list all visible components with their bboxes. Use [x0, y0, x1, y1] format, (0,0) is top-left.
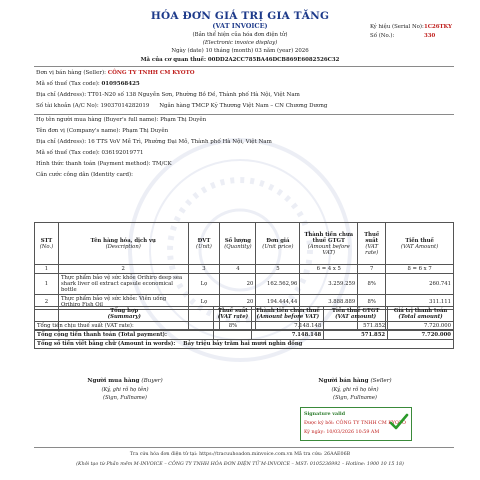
serial-label: Ký hiệu (Serial No): [370, 24, 424, 30]
buyer-name-label: Họ tên người mua hàng (Buyer's full name): [36, 117, 159, 123]
index-cell: 1 [35, 265, 59, 274]
seller-bank: Ngân hàng TMCP Kỹ Thương Việt Nam – CN Chương Dương [159, 103, 328, 109]
invoice-note-vi: (Bản thể hiện của hóa đơn điện tử) [192, 32, 288, 38]
payment-method: TM/CK [152, 161, 172, 167]
seller-address-label: Địa chỉ (Address): [36, 92, 87, 98]
seller-tax-label: Mã số thuế (Tax code): [36, 81, 100, 87]
buyer-signature-note: (Ký, ghi rõ họ tên) [101, 387, 149, 393]
table-row [35, 274, 454, 295]
buyer-company-row [36, 128, 168, 134]
amount-words: Bảy triệu bảy trăm hai mươi nghìn đồng [183, 341, 303, 347]
row-unit-price: 162.562,96 [256, 274, 300, 295]
header-amount: Thành tiền chưa thuế GTGT (Amount before VAT) [300, 223, 358, 265]
provider-info: (Khởi tạo từ Phần mềm M-INVOICE – CÔNG TY TNHH HÓA ĐƠN ĐIỆN TỬ M-INVOICE – MST: 0105236992 – Hotline: 1900 10 15 18) [76, 462, 404, 467]
summary-row-taxable [35, 322, 454, 331]
buyer-tax-row [36, 150, 143, 156]
seller-account: 19037014282019 [100, 103, 150, 109]
summary-total: 7.720.000 [388, 322, 454, 331]
buyer-company-label: Tên đơn vị (Company's name): [36, 128, 121, 134]
signed-by: Được ký bởi: CÔNG TY TNHH CM KYOTO [304, 421, 406, 426]
buyer-tax-code: 036192019771 [101, 150, 144, 156]
summary-label: Tổng tiền chịu thuế suất (VAT rate): [35, 322, 214, 331]
serial-value: 1C26TKY [424, 24, 452, 30]
seller-address: TT01-N20 số 138 Nguyễn Sơn, Phường Bồ Đề, Thành phố Hà Nội, Việt Nam [87, 92, 300, 98]
seller-signature-note-en: (Sign, Fullname) [333, 395, 377, 401]
index-cell: 4 [220, 265, 256, 274]
summary-row-payment [35, 331, 454, 340]
lookup-info: Tra cứu hóa đơn điện tử tại: https://tracuuhoadon.minvoice.com.vn Mã tra cứu: 26AAE06B [129, 452, 351, 457]
summary-header: Thuế suất (VAT rate) [214, 307, 252, 322]
total-payment-label: Tổng cộng tiền thanh toán (Total payment): [35, 331, 214, 340]
seller-signature-title: Người bán hàng (Seller) [318, 378, 392, 384]
row-quantity: 20 [220, 295, 256, 310]
summary-header: Tiền thuế GTGT (VAT amount) [324, 307, 388, 322]
index-cell: 3 [188, 265, 220, 274]
row-vat-amount: 260.741 [386, 274, 454, 295]
index-row [35, 265, 454, 274]
row-no: 2 [35, 295, 59, 310]
header-vat-amount: Tiền thuế (VAT Amount) [386, 223, 454, 265]
seller-account-label: Số tài khoản (A/C No): [36, 103, 99, 109]
index-cell: 7 [358, 265, 386, 274]
seller-signature-note: (Ký, ghi rõ họ tên) [331, 387, 379, 393]
checkmark-icon [389, 412, 409, 432]
row-description: Thực phẩm bảo vệ sức khỏe: Viên uống Orihiro Fish Oil [58, 295, 188, 310]
number-value: 330 [424, 33, 436, 39]
header-unit-price: Đơn giá (Unit price) [256, 223, 300, 265]
amount-in-words-row [35, 340, 454, 349]
seller-tax-row [36, 81, 140, 87]
row-vat-rate: 8% [358, 274, 386, 295]
summary-header-row [35, 307, 454, 322]
seller-account-row [36, 103, 327, 109]
total-payment: 7.720.000 [388, 331, 454, 340]
invoice-note-en: (Electronic invoice display) [202, 40, 278, 46]
row-description: Thực phẩm bảo vệ sức khỏe Orihiro deep sea shark liver oil extract capsule economical bottle [58, 274, 188, 295]
header-description: Tên hàng hóa, dịch vụ (Description) [58, 223, 188, 265]
invoice-date: Ngày (date) 10 tháng (month) 03 năm (year) 2026 [171, 48, 309, 54]
seller-name: CÔNG TY TNHH CM KYOTO [107, 70, 195, 76]
summary-before-vat: 7.148.148 [252, 322, 324, 331]
seller-name-label: Đơn vị bán hàng (Seller): [36, 70, 106, 76]
payment-row [36, 161, 172, 167]
payment-label: Hình thức thanh toán (Payment method): [36, 161, 151, 167]
total-before-vat: 7.148.148 [252, 331, 324, 340]
row-quantity: 20 [220, 274, 256, 295]
buyer-address-row [36, 139, 272, 145]
summary-vat: 571.852 [324, 322, 388, 331]
number-label: Số (No.): [370, 33, 395, 39]
seller-address-row [36, 92, 300, 98]
row-unit-price: 194.444,44 [256, 295, 300, 310]
buyer-address: 16 TTS VoV Mễ Trì, Phường Đại Mỗ, Thành phố Hà Nội, Việt Nam [87, 139, 272, 145]
index-cell: 8 = 6 x 7 [386, 265, 454, 274]
row-vat-rate: 8% [358, 295, 386, 310]
row-unit: Lọ [188, 274, 220, 295]
seller-name-row [36, 70, 195, 76]
row-vat-amount: 311.111 [386, 295, 454, 310]
items-header-row [35, 223, 454, 265]
row-amount: 3.888.889 [300, 295, 358, 310]
summary-header: Thành tiền chưa thuế (Amount before VAT) [252, 307, 324, 322]
row-no: 1 [35, 274, 59, 295]
digital-signature-box[interactable] [300, 407, 412, 441]
summary-rate: 8% [214, 322, 252, 331]
seller-tax-code: 0109568425 [101, 81, 140, 87]
buyer-name: Phạm Thị Duyên [160, 117, 207, 123]
amount-words-label: Tổng số tiền viết bằng chữ (Amount in words): [37, 341, 176, 347]
buyer-signature-title: Người mua hàng (Buyer) [87, 378, 163, 384]
signed-date: Ký ngày: 10/03/2026 10:59 AM [304, 430, 380, 435]
header-no: STT (No.) [35, 223, 59, 265]
row-unit: Lọ [188, 295, 220, 310]
total-vat: 571.852 [324, 331, 388, 340]
buyer-company: Phạm Thị Duyên [122, 128, 169, 134]
index-cell: 2 [58, 265, 188, 274]
divider [34, 447, 454, 448]
buyer-address-label: Địa chỉ (Address): [36, 139, 87, 145]
divider [34, 66, 454, 67]
buyer-tax-label: Mã số thuế (Tax code): [36, 150, 100, 156]
invoice-title: HÓA ĐƠN GIÁ TRỊ GIA TĂNG [150, 10, 330, 22]
signature-valid-label: Signature valid [304, 411, 346, 417]
header-quantity: Số lượng (Quantity) [220, 223, 256, 265]
buyer-name-row [36, 117, 206, 123]
identity-label: Căn cước công dân (Identity card): [36, 172, 134, 178]
header-unit: ĐVT (Unit) [188, 223, 220, 265]
divider [34, 114, 454, 115]
summary-table [34, 306, 454, 349]
invoice-title-en: (VAT INVOICE) [212, 22, 268, 30]
buyer-signature-note-en: (Sign, Fullname) [103, 395, 147, 401]
summary-header: Tổng hợp (Summary) [35, 307, 214, 322]
header-vat-rate: Thuế suất (VAT rate) [358, 223, 386, 265]
authority-code: Mã của cơ quan thuế: 00DD2A2CC785BA46DCB869E6082526C32 [140, 57, 340, 63]
identity-row [36, 172, 133, 178]
index-cell: 5 [256, 265, 300, 274]
summary-header: Giá trị thanh toán (Total amount) [388, 307, 454, 322]
row-amount: 3.259.259 [300, 274, 358, 295]
index-cell: 6 = 4 x 5 [300, 265, 358, 274]
